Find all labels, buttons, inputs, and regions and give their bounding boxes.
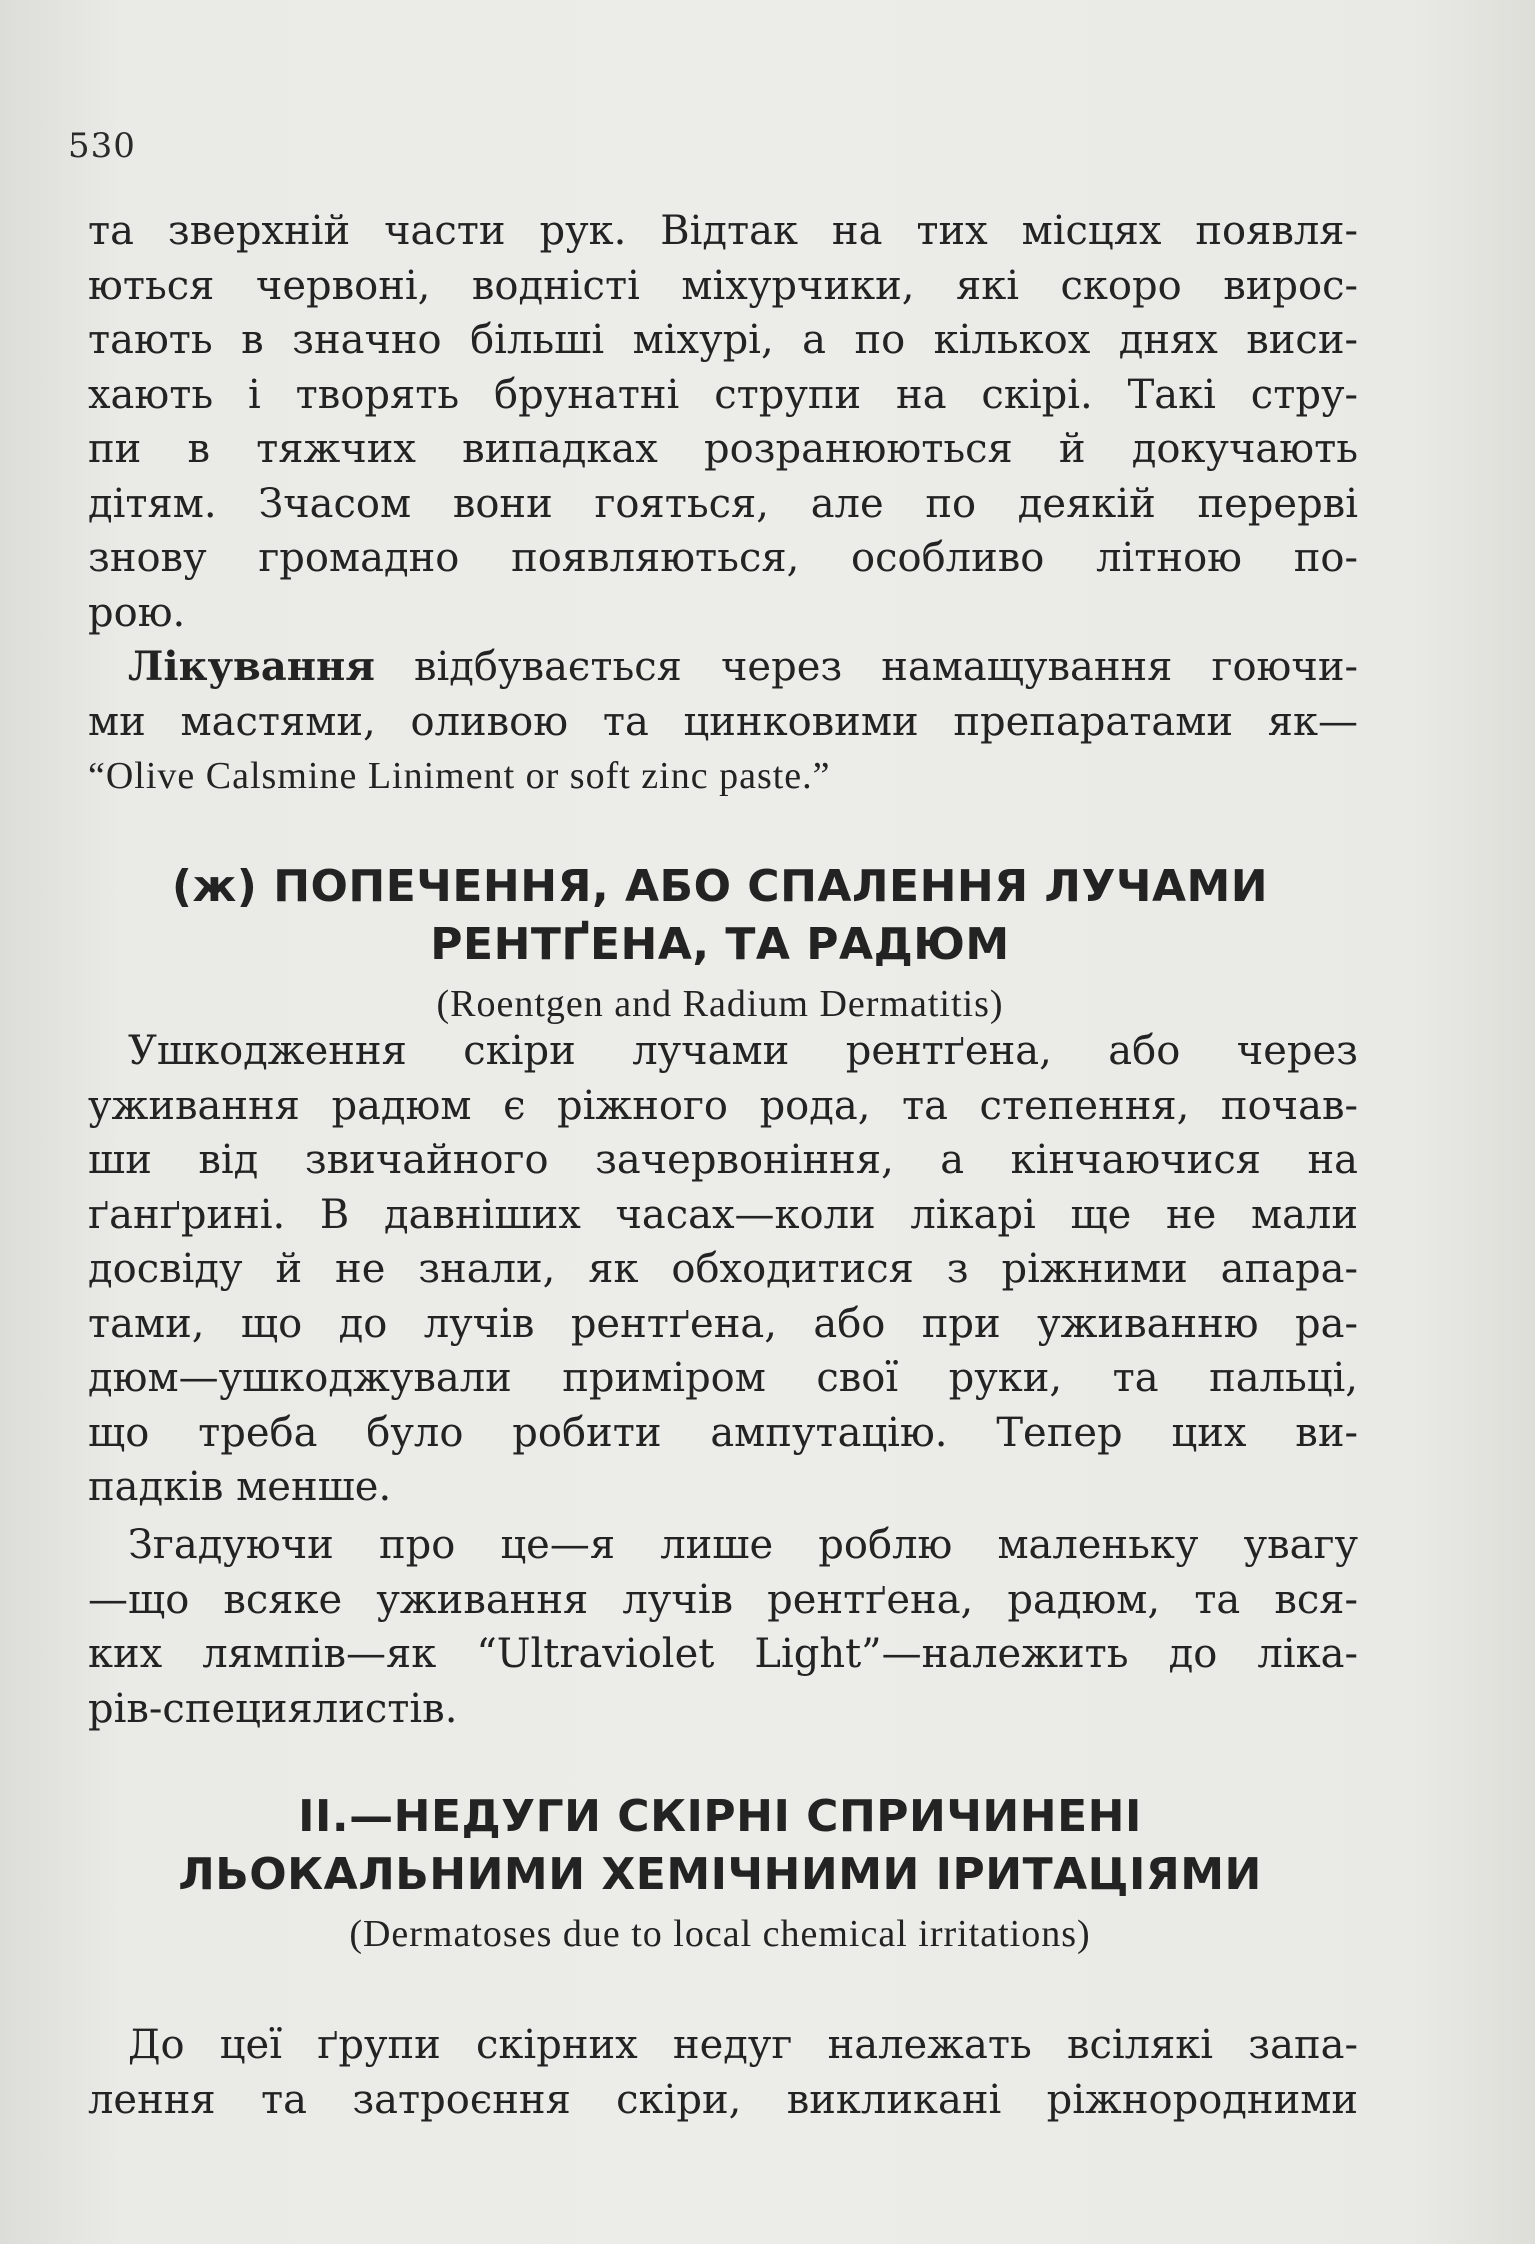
section-heading-zh (120, 858, 1320, 1028)
text-line: тами, що до лучів рентґена, або при уживанню ра- (88, 1300, 1358, 1347)
text-line: лення та затроєння скіри, викликані ріжнородними (88, 2076, 1358, 2123)
treatment-label: Лікування (128, 643, 375, 690)
text-line: дюм—ушкоджували приміром свої руки, та пальці, (88, 1355, 1358, 1401)
text-line: знову громадно появляються, особливо літною по- (88, 535, 1358, 581)
page-number: 530 (68, 126, 136, 166)
text-line: рою. (88, 589, 186, 636)
text-line: ються червоні, водністі міхурчики, які скоро вирос- (88, 262, 1358, 309)
text-line: —що всяке уживання лучів рентґена, радюм, та вся- (88, 1576, 1358, 1623)
latin-line: “Olive Calsmine Liniment or soft zinc paste.” (88, 755, 831, 797)
text-line: ґанґрині. В давніших часах—коли лікарі ще не мали (88, 1191, 1358, 1238)
section-zh-paragraph-2 (88, 1518, 1358, 1736)
heading-line: (ж) ПОПЕЧЕННЯ, АБО СПАЛЕННЯ ЛУЧАМИ (171, 861, 1269, 912)
text-line: та зверхній части рук. Відтак на тих місцях появля- (88, 208, 1358, 254)
text-line: ши від звичайного зачервоніння, а кінчаючися на (88, 1137, 1358, 1183)
text-line: дітям. Зчасом вони гояться, але по деякій перерві (88, 480, 1358, 527)
section-heading-ii (120, 1788, 1320, 1958)
section-ii-paragraph-1 (88, 2018, 1358, 2127)
text-line: До цеї ґрупи скірних недуг належать всілякі запа- (128, 2022, 1358, 2068)
text-line: рів-специялистів. (88, 1685, 458, 1732)
treatment-text: відбувається через намащування гоючи- (374, 644, 1358, 690)
text-line: уживання радюм є ріжного рода, та степення, почав- (88, 1082, 1358, 1129)
text-line: хають і творять брунатні струпи на скірі. Такі стру- (88, 371, 1358, 418)
text-line: ми мастями, оливою та цинковими препаратами як— (88, 698, 1358, 745)
text-line: Згадуючи про це—я лише роблю маленьку увагу (128, 1522, 1358, 1568)
text-line: тають в значно більші міхурі, а по кількох днях виси- (88, 317, 1358, 363)
paragraph-continuation (88, 204, 1358, 640)
text-line: досвіду й не знали, як обходитися з ріжними апара- (88, 1246, 1358, 1292)
text-line: ких лямпів—як “Ultraviolet Light”—належить до ліка- (88, 1631, 1358, 1677)
treatment-paragraph (88, 640, 1358, 804)
text-line: що треба було робити ампутацію. Тепер цих ви- (88, 1409, 1358, 1456)
heading-line: II.—НЕДУГИ СКІРНІ СПРИЧИНЕНІ (298, 1791, 1142, 1842)
section-subtitle: (Dermatoses due to local chemical irritations) (349, 1913, 1091, 1955)
section-subtitle: (Roentgen and Radium Dermatitis) (436, 983, 1004, 1025)
text-line: падків менше. (88, 1464, 392, 1510)
heading-line: ЛЬОКАЛЬНИМИ ХЕМІЧНИМИ ІРИТАЦІЯМИ (178, 1849, 1262, 1900)
continuation-text (88, 204, 1358, 640)
text-line (88, 640, 1358, 695)
section-zh-paragraph-1 (88, 1024, 1358, 1515)
text-line: Ушкодження скіри лучами рентґена, або через (128, 1028, 1358, 1074)
heading-line: РЕНТҐЕНА, ТА РАДЮМ (430, 919, 1010, 970)
text-line: пи в тяжчих випадках розранюються й докучають (88, 426, 1358, 472)
